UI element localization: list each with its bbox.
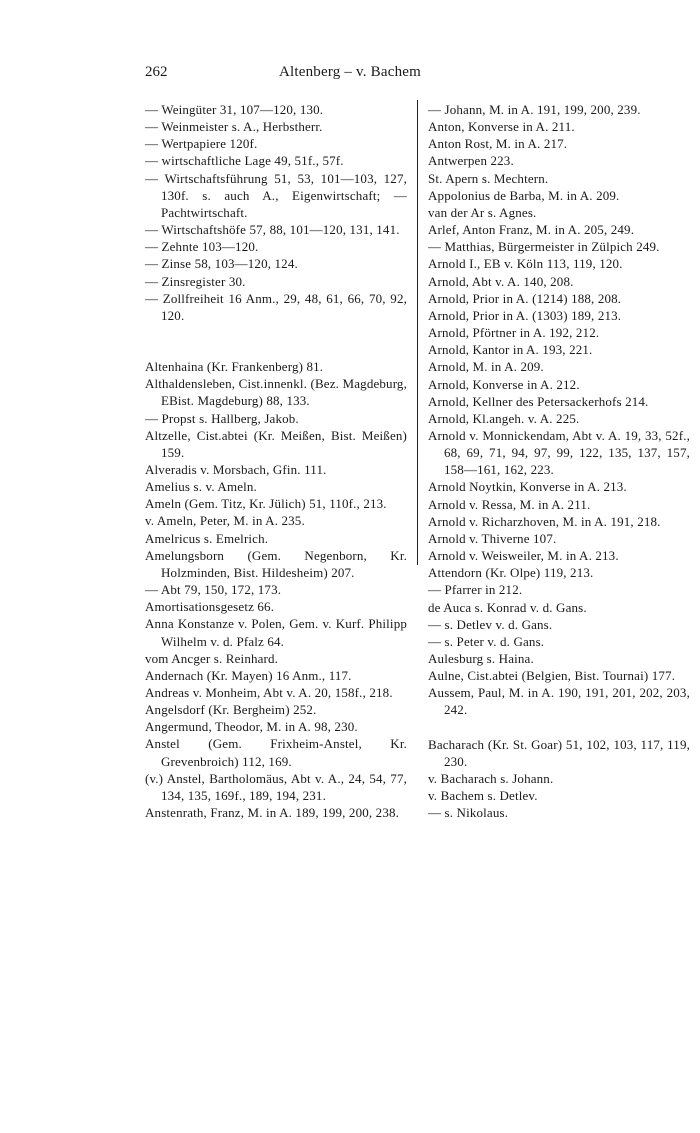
index-entry: Arnold, Kl.angeh. v. A. 225. [428,410,580,426]
index-entry: Arnold, Konverse in A. 212. [428,376,580,392]
index-entry: Arnold, Kantor in A. 193, 221. [428,342,593,358]
index-entry: Antwerpen 223. [428,153,514,169]
index-entry: — Matthias, Bürgermeister in Zülpich 249. [428,239,660,255]
index-entry: — Zehnte 103—120. [145,239,259,255]
page-number: 262 [145,64,168,80]
index-entry: Arnold, M. in A. 209. [428,359,544,375]
index-entry: Altzelle, Cist.abtei (Kr. Meißen, Bist. Meißen) 159. [145,427,407,460]
index-entry: Arnold I., EB v. Köln 113, 119, 120. [428,256,623,272]
index-entry: Amelungsborn (Gem. Negenborn, Kr. Holzminden, Bist. Hildesheim) 207. [145,547,407,580]
index-entry: v. Ameln, Peter, M. in A. 235. [145,513,305,529]
index-entry: Altenhaina (Kr. Frankenberg) 81. [145,359,324,375]
index-entry: Arnold, Abt v. A. 140, 208. [428,273,574,289]
index-entry: — s. Detlev v. d. Gans. [428,616,553,632]
index-entry: Arnold v. Richarzhoven, M. in A. 191, 218. [428,513,661,529]
index-entry: Anstenrath, Franz, M. in A. 189, 199, 200, 238. [145,805,400,821]
index-entry: Arnold v. Thiverne 107. [428,530,557,546]
index-entry: — s. Peter v. d. Gans. [428,633,545,649]
index-entry: Andreas v. Monheim, Abt v. A. 20, 158f., 218. [145,685,393,700]
index-entry: Arnold v. Weisweiler, M. in A. 213. [428,548,619,564]
index-entry: — Wertpapiere 120f. [145,136,258,152]
index-entry: Ameln (Gem. Titz, Kr. Jülich) 51, 110f., 213. [145,496,387,512]
index-entry: Amelricus s. Emelrich. [145,530,269,546]
index-entry: Arnold v. Monnickendam, Abt v. A. 19, 33, 52f., 68, 69, 71, 94, 97, 99, 122, 135, 137, 157, 158—161, 162, 223. [428,427,690,478]
index-group-right-1 [428,101,690,719]
index-entry: — Zinse 58, 103—120, 124. [145,256,298,272]
index-entry: — Johann, M. in A. 191, 199, 200, 239. [428,102,641,117]
index-entry: vom Ancger s. Reinhard. [145,650,279,666]
index-entry: Arnold, Prior in A. (1303) 189, 213. [428,307,622,323]
index-entry: — s. Nikolaus. [428,805,509,821]
index-entry: — Weingüter 31, 107—120, 130. [145,102,324,117]
index-group-right-2 [428,736,690,822]
index-entry: (v.) Anstel, Bartholomäus, Abt v. A., 24, 54, 77, 134, 135, 169f., 189, 194, 231. [145,770,407,803]
column-divider [417,100,418,565]
index-entry: Arnold, Pförtner in A. 192, 212. [428,325,600,341]
index-entry: — Pfarrer in 212. [428,582,523,598]
index-entry: — Propst s. Hallberg, Jakob. [145,410,299,426]
index-entry: Althaldensleben, Cist.innenkl. (Bez. Magdeburg, EBist. Magdeburg) 88, 133. [145,376,407,409]
index-entry: Angelsdorf (Kr. Bergheim) 252. [145,702,317,718]
index-entry: Anstel (Gem. Frixheim-Anstel, Kr. Grevenbroich) 112, 169. [145,736,407,769]
index-entry: v. Bacharach s. Johann. [428,770,554,786]
index-entry: Appolonius de Barba, M. in A. 209. [428,187,620,203]
index-entry: Andernach (Kr. Mayen) 16 Anm., 117. [145,667,352,683]
index-entry: van der Ar s. Agnes. [428,204,537,220]
index-entry: Arlef, Anton Franz, M. in A. 205, 249. [428,222,635,238]
index-column-right [428,101,690,821]
running-head: Altenberg – v. Bachem [278,64,422,80]
group-gap [428,719,690,736]
index-entry: Anton, Konverse in A. 211. [428,119,575,135]
index-group-left-1 [145,101,407,324]
index-entry: v. Bachem s. Detlev. [428,788,538,804]
index-entry: — Zinsregister 30. [145,273,246,289]
index-group-left-2 [145,358,407,821]
index-entry: Aussem, Paul, M. in A. 190, 191, 201, 202, 203, 242. [428,685,690,718]
index-entry: — Abt 79, 150, 172, 173. [145,582,282,598]
index-entry: Arnold Noytkin, Konverse in A. 213. [428,479,627,495]
index-entry: Angermund, Theodor, M. in A. 98, 230. [145,719,358,735]
index-column-left [145,101,407,821]
group-gap [145,324,407,358]
index-entry: — Weinmeister s. A., Herbstherr. [145,119,323,135]
index-entry: Aulesburg s. Haina. [428,651,534,666]
index-entry: St. Apern s. Mechtern. [428,170,549,186]
index-entry: Attendorn (Kr. Olpe) 119, 213. [428,565,594,581]
index-entry: — Wirtschaftsführung 51, 53, 101—103, 127, 130f. s. auch A., Eigenwirtschaft; — Pachtwirtschaft. [145,170,407,220]
index-entry: Aulne, Cist.abtei (Belgien, Bist. Tournai) 177. [428,668,676,684]
index-entry: Anna Konstanze v. Polen, Gem. v. Kurf. Philipp Wilhelm v. d. Pfalz 64. [145,616,407,649]
index-entry: — wirtschaftliche Lage 49, 51f., 57f. [145,153,344,169]
index-entry: — Zollfreiheit 16 Anm., 29, 48, 61, 66, 70, 92, 120. [145,290,407,323]
index-entry: Arnold v. Ressa, M. in A. 211. [428,496,591,512]
index-entry: Anton Rost, M. in A. 217. [428,136,568,152]
index-entry: Arnold, Prior in A. (1214) 188, 208. [428,290,622,306]
index-entry: Arnold, Kellner des Petersackerhofs 214. [428,393,649,409]
index-entry: Alveradis v. Morsbach, Gfin. 111. [145,461,327,477]
index-entry: Amelius s. v. Ameln. [145,479,257,495]
index-entry: Amortisationsgesetz 66. [145,599,275,615]
index-entry: de Auca s. Konrad v. d. Gans. [428,599,587,615]
index-entry: Bacharach (Kr. St. Goar) 51, 102, 103, 117, 119, 230. [428,736,690,769]
index-entry: — Wirtschaftshöfe 57, 88, 101—120, 131, 141. [145,222,400,238]
